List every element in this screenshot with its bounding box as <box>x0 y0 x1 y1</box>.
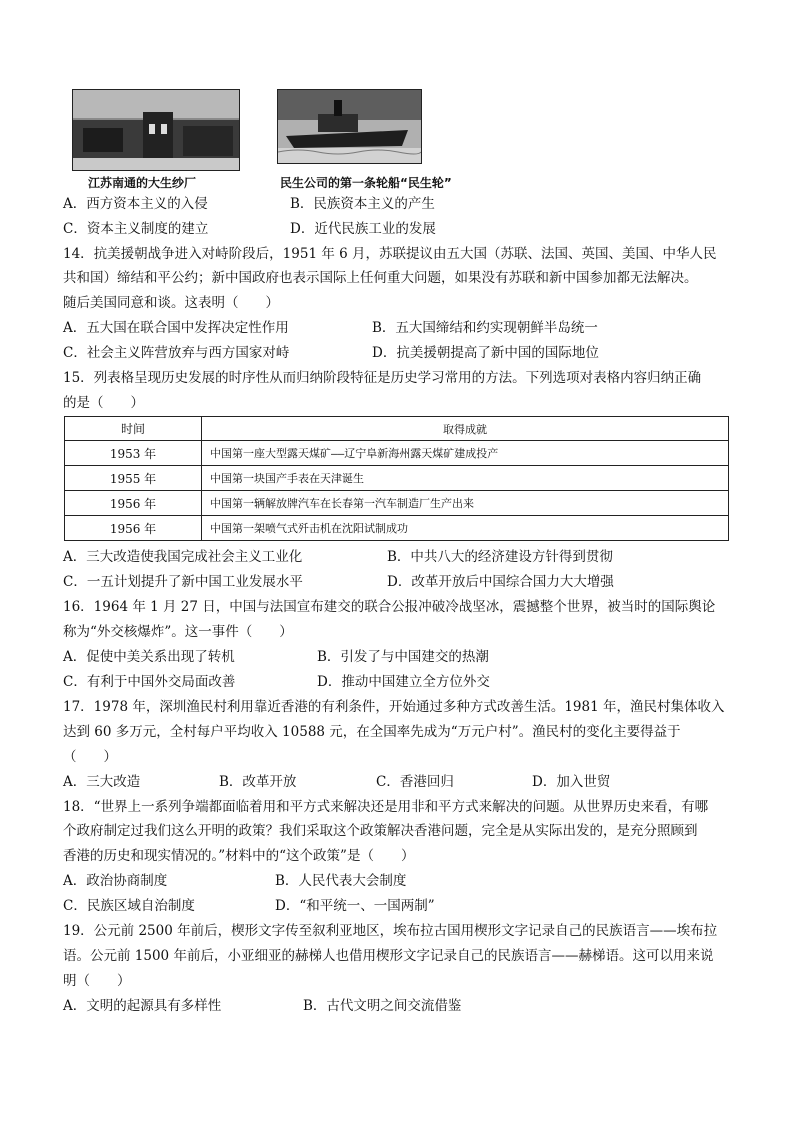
q18-stem-line: 香港的历史和现实情况的。”材料中的“这个政策”是（ ） <box>63 848 415 864</box>
q16-stem-line: 称为“外交核爆炸”。这一事件（ ） <box>63 624 293 640</box>
steamship-photo <box>277 89 422 164</box>
q14-stem-line: 共和国）缔结和平公约；新中国政府也表示国际上任何重大问题，如果没有苏联和新中国参加都无法解决。 <box>63 270 698 286</box>
table-cell-achievement: 中国第一辆解放牌汽车在长春第一汽车制造厂生产出来 <box>202 491 729 516</box>
table-row <box>65 516 729 541</box>
factory-photo <box>72 89 240 171</box>
q16-option-b[interactable]: B．引发了与中国建交的热潮 <box>317 649 489 665</box>
table-cell-year: 1956 年 <box>65 491 202 516</box>
q17-option-d[interactable]: D．加入世贸 <box>532 774 611 790</box>
table-row <box>65 441 729 466</box>
factory-photo-caption: 江苏南通的大生纱厂 <box>88 176 197 190</box>
q17-option-c[interactable]: C．香港回归 <box>376 774 454 790</box>
q14-option-d[interactable]: D．抗美援朝提高了新中国的国际地位 <box>372 345 599 361</box>
table-cell-year: 1955 年 <box>65 466 202 491</box>
q15-option-d[interactable]: D．改革开放后中国综合国力大大增强 <box>387 574 614 590</box>
q15-stem-line: 的是（ ） <box>63 395 144 411</box>
table-header-time: 时间 <box>65 417 202 441</box>
q18-option-c[interactable]: C．民族区域自治制度 <box>63 898 195 914</box>
q13-option-d[interactable]: D．近代民族工业的发展 <box>290 221 436 237</box>
q13-option-a[interactable]: A．西方资本主义的入侵 <box>63 196 208 212</box>
q19-stem-line: 语。公元前 1500 年前后，小亚细亚的赫梯人也借用楔形文字记录自己的民族语言——赫梯语。这可以用来说 <box>63 948 714 964</box>
table-row <box>65 491 729 516</box>
q18-stem-line: 个政府制定过我们这么开明的政策？我们采取这个政策解决香港问题，完全是从实际出发的，是充分照顾到 <box>63 823 698 839</box>
q17-stem-line: （ ） <box>63 749 117 765</box>
q14-option-a[interactable]: A．五大国在联合国中发挥决定性作用 <box>63 320 289 336</box>
q17-option-b[interactable]: B．改革开放 <box>219 774 297 790</box>
q16-option-d[interactable]: D．推动中国建立全方位外交 <box>317 674 490 690</box>
achievements-table <box>64 416 729 541</box>
q14-stem-line: 随后美国同意和谈。这表明（ ） <box>63 295 279 311</box>
q16-stem-line: 16．1964 年 1 月 27 日，中国与法国宣布建交的联合公报冲破冷战坚冰，震撼整个世界，被当时的国际舆论 <box>63 599 716 615</box>
q19-option-b[interactable]: B．古代文明之间交流借鉴 <box>303 998 462 1014</box>
q16-option-a[interactable]: A．促使中美关系出现了转机 <box>63 649 235 665</box>
table-cell-achievement: 中国第一座大型露天煤矿——辽宁阜新海州露天煤矿建成投产 <box>202 441 729 466</box>
table-cell-year: 1956 年 <box>65 516 202 541</box>
q18-option-b[interactable]: B．人民代表大会制度 <box>275 873 407 889</box>
q17-stem-line: 17．1978 年，深圳渔民村利用靠近香港的有利条件，开始通过多种方式改善生活。1981 年，渔民村集体收入 <box>63 699 725 715</box>
q15-stem-line: 15．列表格呈现历史发展的时序性从而归纳阶段特征是历史学习常用的方法。下列选项对表格内容归纳正确 <box>63 370 702 386</box>
q17-option-a[interactable]: A．三大改造 <box>63 774 141 790</box>
q15-option-c[interactable]: C．一五计划提升了新中国工业发展水平 <box>63 574 303 590</box>
table-cell-year: 1953 年 <box>65 441 202 466</box>
q18-option-a[interactable]: A．政治协商制度 <box>63 873 168 889</box>
q15-option-a[interactable]: A．三大改造使我国完成社会主义工业化 <box>63 549 303 565</box>
q19-stem-line: 19．公元前 2500 年前后，楔形文字传至叙利亚地区，埃布拉古国用楔形文字记录自己的民族语言——埃布拉 <box>63 923 718 939</box>
table-header-achievement: 取得成就 <box>202 417 729 441</box>
q14-option-b[interactable]: B．五大国缔结和约实现朝鲜半岛统一 <box>372 320 598 336</box>
q19-option-a[interactable]: A．文明的起源具有多样性 <box>63 998 222 1014</box>
table-header-row <box>65 417 729 441</box>
steamship-photo-caption: 民生公司的第一条轮船“民生轮” <box>280 176 452 190</box>
table-row <box>65 466 729 491</box>
table-cell-achievement: 中国第一块国产手表在天津诞生 <box>202 466 729 491</box>
q19-stem-line: 明（ ） <box>63 973 131 989</box>
q14-option-c[interactable]: C．社会主义阵营放弃与西方国家对峙 <box>63 345 290 361</box>
q13-option-c[interactable]: C．资本主义制度的建立 <box>63 221 209 237</box>
q14-stem-line: 14．抗美援朝战争进入对峙阶段后，1951 年 6 月，苏联提议由五大国（苏联、法国、英国、美国、中华人民 <box>63 246 717 262</box>
q16-option-c[interactable]: C．有利于中国外交局面改善 <box>63 674 236 690</box>
q18-option-d[interactable]: D．“和平统一、一国两制” <box>275 898 435 914</box>
q15-option-b[interactable]: B．中共八大的经济建设方针得到贯彻 <box>387 549 613 565</box>
q17-stem-line: 达到 60 多万元，全村每户平均收入 10588 元，在全国率先成为“万元户村”。渔民村的变化主要得益于 <box>63 724 681 740</box>
q13-option-b[interactable]: B．民族资本主义的产生 <box>290 196 435 212</box>
table-cell-achievement: 中国第一架喷气式歼击机在沈阳试制成功 <box>202 516 729 541</box>
q18-stem-line: 18．“世界上一系列争端都面临着用和平方式来解决还是用非和平方式来解决的问题。从世界历史来看，有哪 <box>63 799 709 815</box>
